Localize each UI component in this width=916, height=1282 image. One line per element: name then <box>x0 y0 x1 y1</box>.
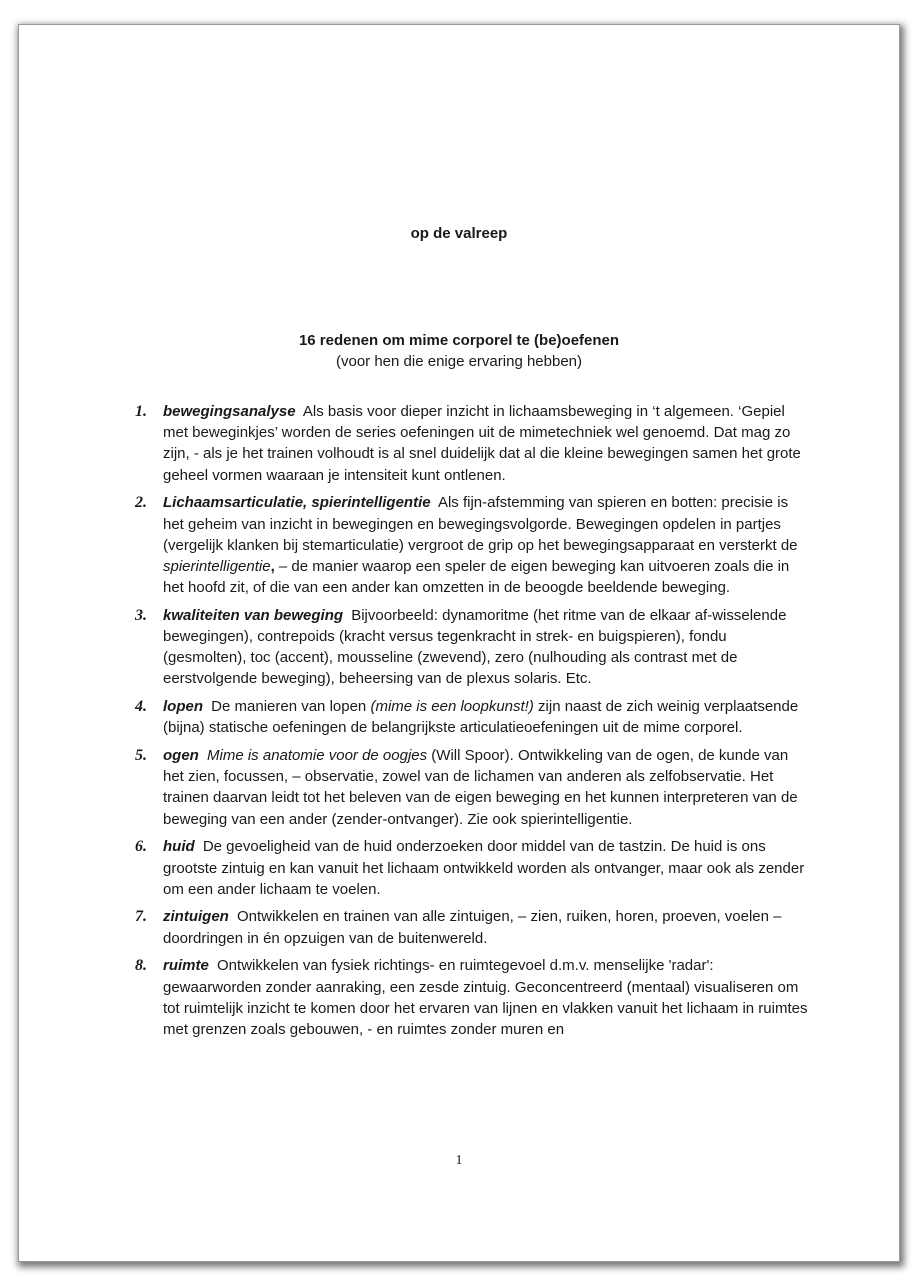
item-text: Bijvoorbeeld: dynamoritme (het ritme van de elkaar af-wisselende bewegingen), contrepoids (kracht versus tegenkracht in strek- en buigspieren), fondu (gesmolten), toc (accent), mousseline (zwevend), zero (nulhouding als contrast met de eerstvolgende beweging), beheersing van de plexus solaris. Etc. <box>163 606 787 688</box>
item-number: 4. <box>135 698 147 716</box>
item-term: huid <box>163 838 195 856</box>
item-text: Als basis voor dieper inzicht in lichaamsbeweging in ‘t algemeen. ‘Gepiel met beweginkjes’ worden de series oefeningen uit de mimetechniek wel genoemd. Dat mag zo zijn, - als je het trainen volhoudt is al snel duidelijk dat al die kleine bewegingen samen het grote geheel vormen waaraan je intensiteit kunt ontlenen. <box>163 403 801 484</box>
document-title: op de valreep <box>410 225 508 242</box>
document-page <box>18 24 900 1262</box>
item-number: 6. <box>135 838 147 856</box>
list-item <box>135 955 811 1040</box>
list-item <box>135 745 811 830</box>
heading-sub: (voor hen die enige ervaring hebben) <box>336 353 582 370</box>
item-emphasis-punct: , <box>270 557 275 575</box>
section-heading <box>19 330 899 372</box>
item-term: bewegingsanalyse <box>163 403 296 420</box>
item-text: De gevoeligheid van de huid onderzoeken door middel van de tastzin. De huid is ons grootste zintuig en kan vanuit het lichaam ontwikkeld worden als ontvanger, maar ook als zender om een ander lichaam te voelen. <box>163 838 805 898</box>
item-term: zintuigen <box>163 908 229 926</box>
list-item <box>135 906 811 948</box>
item-number: 8. <box>135 957 147 975</box>
reasons-list <box>135 401 811 1047</box>
item-term: Lichaamsarticulatie, spierintelligentie <box>163 494 431 512</box>
list-item <box>135 696 811 738</box>
heading-main: 16 redenen om mime corporel te (be)oefenen <box>298 332 620 349</box>
list-item <box>135 401 811 486</box>
item-text: Ontwikkelen en trainen van alle zintuigen, – zien, ruiken, horen, proeven, voelen – doordringen in én opzuigen van de buitenwereld. <box>163 908 782 947</box>
item-number: 2. <box>135 494 147 512</box>
item-term: lopen <box>163 698 203 716</box>
item-text: (Will Spoor). Ontwikkeling van de ogen, de kunde van het zien, focussen, – observatie, zowel van de lichamen van anderen als zelfobservatie. Het trainen daarvan leidt tot het beleven van de eigen beweging en het kunnen interpreteren van de beweging van een ander (zender-ontvanger). Zie ook spierintelligentie. <box>163 747 798 828</box>
item-text-continued: zijn naast de zich weinig verplaatsende (bijna) statische oefeningen de belangrijkste articulatieoefeningen uit de mime corporel. <box>163 698 799 737</box>
item-term: ruimte <box>163 957 209 975</box>
list-item <box>135 492 811 598</box>
page-number: 1 <box>455 1153 463 1168</box>
list-item <box>135 836 811 900</box>
item-term: kwaliteiten van beweging <box>163 606 344 624</box>
item-term: ogen <box>163 747 199 765</box>
item-number: 1. <box>135 403 147 420</box>
item-text: Als fijn-afstemming van spieren en botten: precisie is het geheim van inzicht in bewegingen en bewegingsvolgorde. Bewegingen opdelen in partjes (vergelijk klanken bij stemarticulatie) vergroot de grip op het bewegingsapparaat en versterkt de <box>163 494 798 554</box>
item-emphasis: Mime is anatomie voor de oogjes <box>207 747 428 765</box>
item-number: 7. <box>135 908 147 926</box>
item-emphasis: (mime is een loopkunst!) <box>370 698 534 716</box>
list-item <box>135 605 811 690</box>
item-emphasis: spierintelligentie <box>163 557 271 575</box>
item-text-continued: – de manier waarop een speler de eigen beweging kan uitvoeren zoals die in het hoofd zit, of die van een ander kan omzetten in de beoogde beeldende beweging. <box>163 557 790 597</box>
item-text: De manieren van lopen <box>211 698 367 716</box>
item-text: Ontwikkelen van fysiek richtings- en ruimtegevoel d.m.v. menselijke 'radar': gewaarworden zonder aanraking, een zesde zintuig. Geconcentreerd (mentaal) visualiseren om tot ruimtelijk inzicht te komen door het ervaren van lijnen en vlakken vanuit het lichaam in ruimtes met grenzen zoals gebouwen, - en ruimtes zonder muren en <box>163 957 808 1038</box>
item-number: 3. <box>135 606 147 624</box>
item-number: 5. <box>135 747 147 765</box>
